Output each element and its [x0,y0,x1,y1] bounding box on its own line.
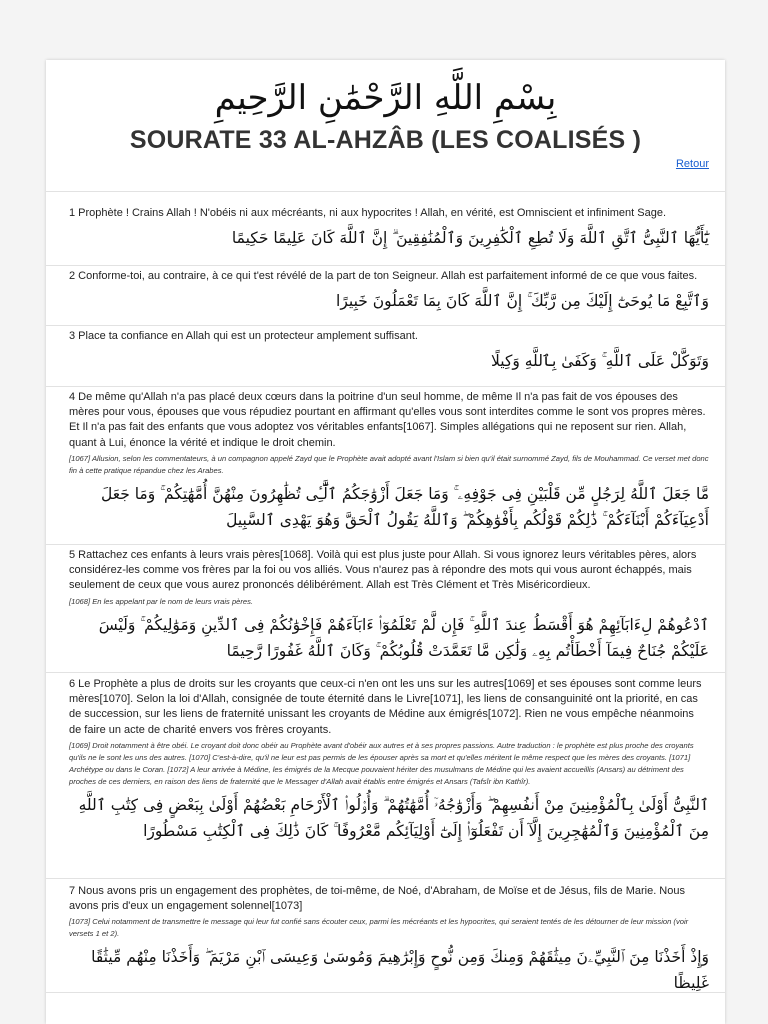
verse-translation: 6 Le Prophète a plus de droits sur les croyants que ceux-ci n'en ont les uns sur les autres[1069] et ses épouses sont comme leurs mères[1070]. Selon la loi d'Allah, consignée de toute éternité dans le Livre[1071], les liens de consanguinité ont la priorité, en cas de succession, sur les liens de fraternité unissant les croyants de Médine aux émigrés[1072]. Rien ne vous empêche néanmoins de faire un acte de charité envers vos frères croyants. [69,678,702,736]
verse-arabic: وَٱتَّبِعْ مَا يُوحَىٰٓ إِلَيْكَ مِن رَّبِّكَ ۚ إِنَّ ٱللَّهَ كَانَ بِمَا تَعْمَلُونَ خَبِيرًا [336,292,709,311]
divider [46,325,725,326]
divider [46,191,725,192]
divider [46,878,725,879]
basmala: بِسْمِ اللَّهِ الرَّحْمَٰنِ الرَّحِيمِ [214,78,557,118]
document-page [46,60,725,1024]
verse-footnote: [1068] En les appelant par le nom de leurs vrais pères. [69,596,254,606]
verse-arabic: ٱدْعُوهُمْ لِءَابَآئِهِمْ هُوَ أَقْسَطُ عِندَ ٱللَّهِ ۚ فَإِن لَّمْ تَعْلَمُوٓا۟ ءَابَآءَهُمْ فَإِخْوَٰنُكُمْ فِى ٱلدِّينِ وَمَوَٰلِيكُمْ ۚ وَلَيْسَ عَلَيْكُمْ جُنَاحٌ فِيمَآ أَخْطَأْتُم بِهِۦ وَلَٰكِن مَّا تَعَمَّدَتْ قُلُوبُكُمْ ۚ وَكَانَ ٱللَّهُ غَفُورًا رَّحِيمًا [98,615,709,660]
verse-translation: 4 De même qu'Allah n'a pas placé deux cœurs dans la poitrine d'un seul homme, de même Il n'a pas fait de vos épouses des mères pour vous, épouses que vous répudiez pourtant en affirmant qu'elles vous sont interdites comme le sont vos propres mères. Et Il n'a pas fait des enfants que vous adoptez vos véritables enfants[1067]. Simples allégations qui ne reposent sur rien. Allah, quant à Lui, énonce la vérité et indique le droit chemin. [69,391,706,449]
divider [46,386,725,387]
verse-1 [69,206,709,251]
verse-translation: 3 Place ta confiance en Allah qui est un protecteur amplement suffisant. [69,330,418,342]
verse-5 [69,548,709,664]
verse-translation: 2 Conforme-toi, au contraire, à ce qui t'est révélé de la part de ton Seigneur. Allah est parfaitement informé de ce que vous faites. [69,270,698,282]
verse-4 [69,390,709,533]
verse-3 [69,329,709,374]
back-link[interactable]: Retour [675,158,709,170]
divider [46,544,725,545]
verse-2 [69,269,709,314]
verse-arabic: وَإِذْ أَخَذْنَا مِنَ ٱلنَّبِيِّۦنَ مِيثَٰقَهُمْ وَمِنكَ وَمِن نُّوحٍ وَإِبْرَٰهِيمَ وَمُوسَىٰ وَعِيسَى ٱبْنِ مَرْيَمَ ۖ وَأَخَذْنَا مِنْهُم مِّيثَٰقًا غَلِيظًا [91,948,709,993]
verse-arabic: وَتَوَكَّلْ عَلَى ٱللَّهِ ۚ وَكَفَىٰ بِٱللَّهِ وَكِيلًا [491,352,709,371]
verse-translation: 7 Nous avons pris un engagement des prophètes, de toi-même, de Noé, d'Abraham, de Moïse et de Jésus, fils de Marie. Nous avons pris d'eux un engagement solennel[1073] [69,885,685,913]
verse-translation: 1 Prophète ! Crains Allah ! N'obéis ni aux mécréants, ni aux hypocrites ! Allah, en vérité, est Omniscient et infiniment Sage. [69,207,667,219]
divider [46,992,725,993]
verse-arabic: يَٰٓأَيُّهَا ٱلنَّبِىُّ ٱتَّقِ ٱللَّهَ وَلَا تُطِعِ ٱلْكَٰفِرِينَ وَٱلْمُنَٰفِقِينَ ۗ إِنَّ ٱللَّهَ كَانَ عَلِيمًا حَكِيمًا [231,229,709,248]
verse-footnote: [1069] Droit notamment à être obéi. Le croyant doit donc obéir au Prophète avant d'obéir aux autres et à ses propres passions. Autre traduction : le prophète est plus proche des croyants qu'ils ne le sont les uns des autres. [1070] C'est-à-dire, qu'il ne leur est pas permis de les épouser après sa mort et qu'elles méritent le même respect que les mères des croyants. [1071] Archétype ou dans le Coran. [1072] A leur arrivée à Médine, les émigrés de la Mecque pouvaient hériter des musulmans de Médine qui les avaient accueillis (Ansars) au détriment des proches de ces derniers, en raison des liens de fraternité que le Messager d'Allah avait établis entre émigrés et Ansars (Tafsîr ibn Kathîr). [69,740,694,786]
verse-translation: 5 Rattachez ces enfants à leurs vrais pères[1068]. Voilà qui est plus juste pour Allah. Si vous ignorez leurs véritables pères, alors considérez-les comme vos frères par la foi ou vos alliés. Vous n'aurez pas à répondre des mots qui vous auront échappés, mais seulement de ceux que vous aurez prononcés délibérément. Allah est Très Clément et Très Miséricordieux. [69,549,697,592]
verse-footnote: [1073] Celui notamment de transmettre le message qui leur fut confié sans écouter ceux, parmi les mécréants et les hypocrites, qui seraient tentés de les détourner de leur mission (voir versets 1 et 2). [69,917,689,939]
divider [46,672,725,673]
divider [46,265,725,266]
verse-7 [69,884,709,996]
verse-arabic: ٱلنَّبِىُّ أَوْلَىٰ بِٱلْمُؤْمِنِينَ مِنْ أَنفُسِهِمْ ۖ وَأَزْوَٰجُهُۥٓ أُمَّهَٰتُهُمْ ۗ وَأُو۟لُوا۟ ٱلْأَرْحَامِ بَعْضُهُمْ أَوْلَىٰ بِبَعْضٍ فِى كِتَٰبِ ٱللَّهِ مِنَ ٱلْمُؤْمِنِينَ وَٱلْمُهَٰجِرِينَ إِلَّآ أَن تَفْعَلُوٓا۟ إِلَىٰٓ أَوْلِيَآئِكُم مَّعْرُوفًا ۚ كَانَ ذَٰلِكَ فِى ٱلْكِتَٰبِ مَسْطُورًا [78,795,709,840]
verse-6 [69,677,709,844]
verse-footnote: [1067] Allusion, selon les commentateurs, à un compagnon appelé Zayd que le Prophète avait adopté avant l'Islam si bien qu'il était surnommé Zayd, fils de Mouhammad. Ce verset met donc fin à cette pratique répandue chez les Arabes. [69,453,709,475]
page-title: SOURATE 33 AL-AHZÂB (LES COALISÉS ) [129,126,642,154]
verse-arabic: مَّا جَعَلَ ٱللَّهُ لِرَجُلٍ مِّن قَلْبَيْنِ فِى جَوْفِهِۦ ۚ وَمَا جَعَلَ أَزْوَٰجَكُمُ ٱلَّٰٓـِٔى تُظَٰهِرُونَ مِنْهُنَّ أُمَّهَٰتِكُمْ ۚ وَمَا جَعَلَ أَدْعِيَآءَكُمْ أَبْنَآءَكُمْ ۚ ذَٰلِكُمْ قَوْلُكُم بِأَفْوَٰهِكُمْ ۖ وَٱللَّهُ يَقُولُ ٱلْحَقَّ وَهُوَ يَهْدِى ٱلسَّبِيلَ [100,484,709,529]
